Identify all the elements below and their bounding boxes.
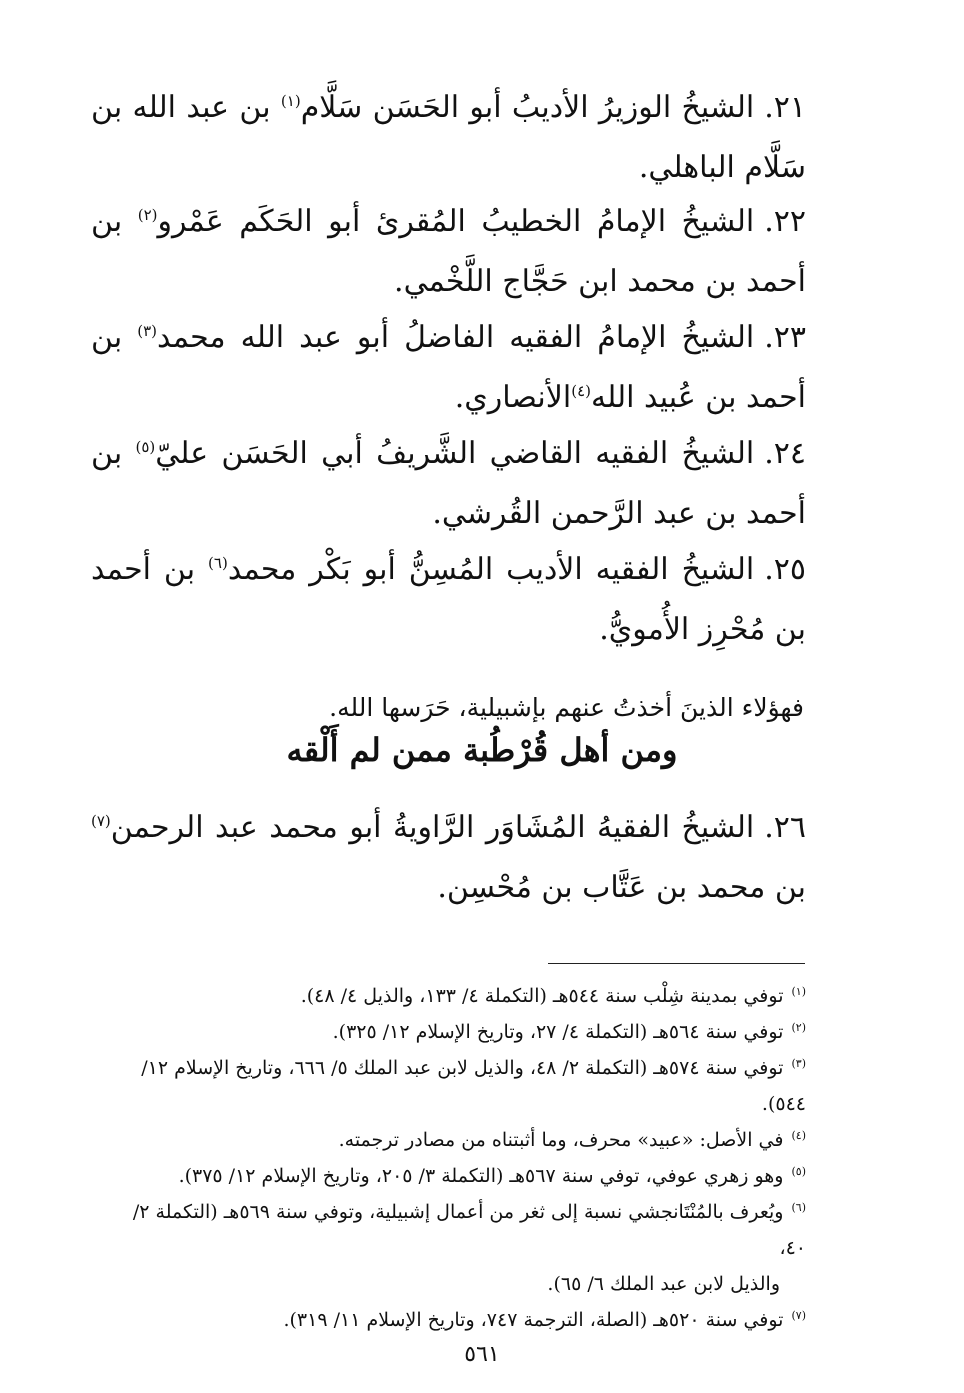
entry-text-rest: بن محمد بن عَتَّاب بن مُحْسِن. <box>437 870 806 905</box>
entry-text: الشيخُ الفقيه الأديب المُسِنُّ أبو بَكْر محمد <box>227 552 755 587</box>
footnote-text: توفي بمدينة شِلْب سنة ٥٤٤هـ (التكملة ٤/ ١٣٣، والذيل ٤/ ٤٨). <box>300 985 784 1007</box>
entry-number: ٢٥. <box>764 552 807 587</box>
footnote-text: توفي سنة ٥٧٤هـ (التكملة ٢/ ٤٨، والذيل لابن عبد الملك ٥/ ٦٦٦، وتاريخ الإسلام ١٢/ ٥٤٤). <box>141 1057 806 1115</box>
footnote-text: توفي سنة ٥٦٤هـ (التكملة ٤/ ٢٧، وتاريخ الإسلام ١٢/ ٣٢٥). <box>332 1021 784 1043</box>
entry-text-rest: بن عبد الله بن سَلَّام الباهلي. <box>91 90 806 185</box>
entry-text-rest: بن أحمد بن عبد الرَّحمن القُرشي. <box>91 436 806 531</box>
entry-text: الشيخُ الوزيرُ الأديبُ أبو الحَسَن سَلَّام <box>300 90 755 125</box>
entry-text-rest2: الأنصاري. <box>454 380 572 415</box>
closing-note: فهؤلاء الذينَ أخذتُ عنهم بإشبيلية، حَرَسها الله. <box>329 693 804 722</box>
footnote-marker: (٦) <box>791 1200 806 1214</box>
footnote-text: في الأصل: «عبيد» محرف، وما أثبتناه من مصادر ترجمته. <box>338 1129 784 1151</box>
footnote-6 <box>106 1194 806 1266</box>
entry-number: ٢١. <box>764 90 806 125</box>
footnote-marker: (٣) <box>791 1056 806 1070</box>
footnote-text: ويُعرف بالمُنْتَانجشي نسبة إلى ثغر من أعمال إشبيلية، وتوفي سنة ٥٦٩هـ (التكملة ٢/ ٤٠، <box>132 1201 806 1259</box>
entry-text: الشيخُ الفقيه القاضي الشَّريفُ أبي الحَسَن عليّ <box>155 436 755 471</box>
entry-22 <box>91 192 806 312</box>
entry-21 <box>91 78 806 198</box>
footnote-separator <box>548 963 805 964</box>
footnote-marker: (١) <box>791 984 806 998</box>
entry-number: ٢٢. <box>764 204 806 239</box>
entry-number: ٢٦. <box>764 810 806 845</box>
footnote-text: توفي سنة ٥٢٠هـ (الصلة، الترجمة ٧٤٧، وتاريخ الإسلام ١١/ ٣١٩). <box>283 1309 784 1331</box>
footnote-ref[interactable]: (١) <box>280 92 301 110</box>
footnote-marker: (٤) <box>791 1128 806 1142</box>
footnote-ref[interactable]: (٣) <box>137 322 158 340</box>
footnote-7 <box>106 1302 806 1338</box>
entry-text: الشيخُ الإمامُ الفقيه الفاضلُ أبو عبد الله محمد <box>157 320 755 355</box>
footnote-ref[interactable]: (٥) <box>135 438 156 456</box>
entry-text-rest: بن أحمد بن عُبيد الله <box>91 320 806 415</box>
section-heading: ومن أهل قُرْطُبة ممن لم أَلْقه <box>286 731 678 769</box>
page-number: ٥٦١ <box>464 1342 500 1367</box>
entry-26 <box>91 798 806 918</box>
entry-text-rest: بن أحمد بن مُحْرِز الأُمويُّ. <box>91 552 806 647</box>
footnote-marker: (٧) <box>791 1308 806 1322</box>
footnote-ref[interactable]: (٢) <box>137 206 158 224</box>
entry-25 <box>91 540 806 660</box>
footnote-5 <box>106 1158 806 1194</box>
footnotes <box>106 978 806 1338</box>
footnote-text: وهو زهري عوفي، توفي سنة ٥٦٧هـ (التكملة ٣/ ٢٠٥، وتاريخ الإسلام ١٢/ ٣٧٥). <box>178 1165 784 1187</box>
footnote-marker: (٢) <box>791 1020 806 1034</box>
entry-number: ٢٤. <box>764 436 806 471</box>
footnote-ref[interactable]: (٦) <box>208 554 228 572</box>
footnote-4 <box>106 1122 806 1158</box>
footnote-6-continuation: والذيل لابن عبد الملك ٦/ ٦٥). <box>547 1273 780 1295</box>
entry-text: الشيخُ الإمامُ الخطيبُ المُقرئ أبو الحَكَم عَمْرو <box>157 204 755 239</box>
entry-number: ٢٣. <box>764 320 806 355</box>
entry-text: الشيخُ الفقيهُ المُشَاوَر الرَّاويةُ أبو محمد عبد الرحمن <box>110 810 755 845</box>
footnote-2 <box>106 1014 806 1050</box>
entry-23 <box>91 308 806 428</box>
entry-24 <box>91 424 806 544</box>
footnote-ref[interactable]: (٧) <box>91 812 111 830</box>
footnote-1 <box>106 978 806 1014</box>
entry-text-rest: بن أحمد بن محمد ابن حَجَّاج اللَّخْمي. <box>91 204 806 299</box>
footnote-3 <box>106 1050 806 1122</box>
footnote-marker: (٥) <box>791 1164 806 1178</box>
footnote-ref[interactable]: (٤) <box>571 382 591 400</box>
